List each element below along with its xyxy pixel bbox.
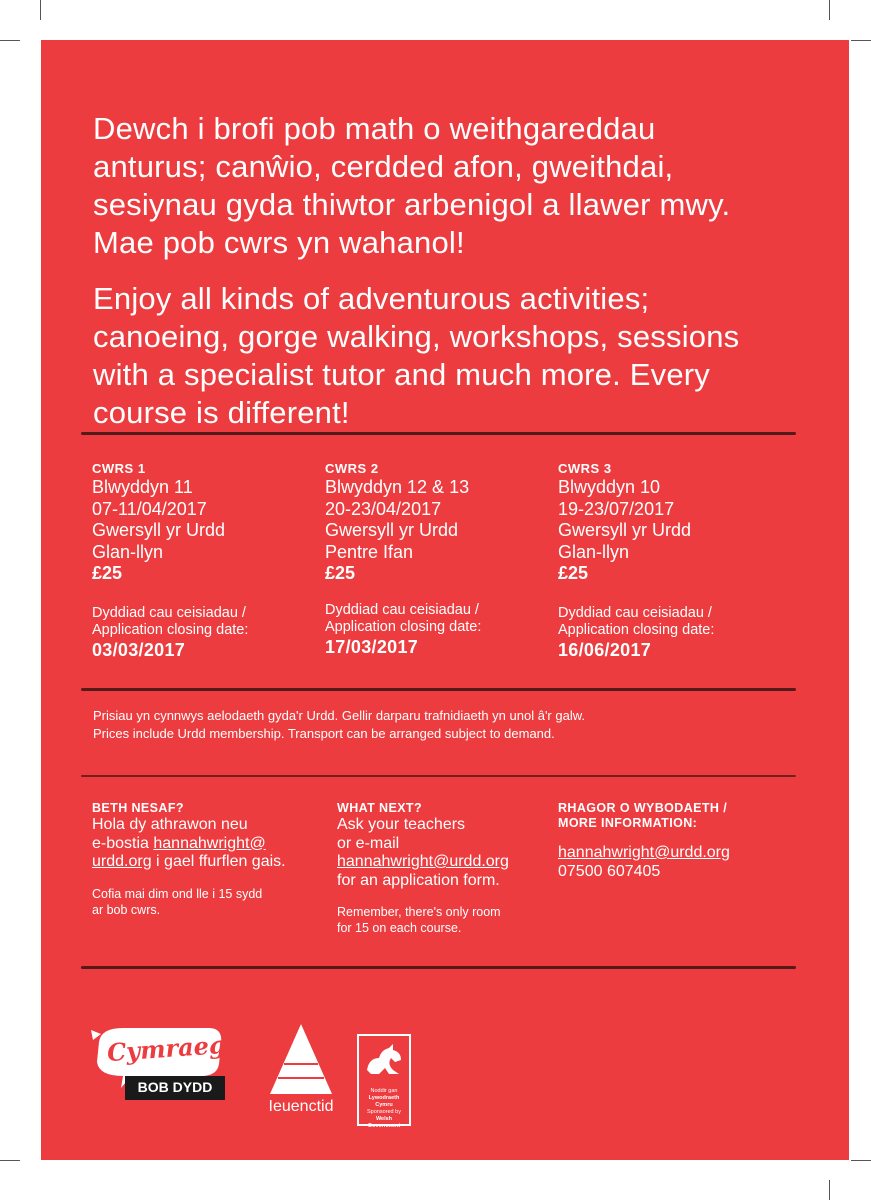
more-info-body [558, 844, 798, 881]
divider [81, 775, 796, 777]
gov-line: Sponsored by [367, 1109, 401, 1115]
cymraeg-bob-dydd-logo [91, 1020, 231, 1110]
beth-nesaf-text: i gael ffurflen gais. [151, 853, 286, 870]
closing-label [92, 605, 322, 639]
course-price: £25 [558, 563, 589, 583]
ieuenctid-text: Ieuenctid [268, 1098, 334, 1115]
beth-nesaf-line [92, 835, 332, 854]
course-location: Glan-llyn [92, 541, 164, 562]
what-next-line: for an application form. [337, 871, 500, 889]
what-next-note [337, 904, 557, 936]
poster [41, 40, 849, 1160]
what-next-line: Ask your teachers [337, 816, 466, 833]
course-year: Blwyddyn 11 [92, 477, 193, 497]
more-information [558, 801, 798, 881]
email-link[interactable]: urdd.org [92, 853, 152, 870]
closing-label-welsh: Dyddiad cau ceisiadau / [558, 604, 712, 621]
course-venue: Gwersyll yr Urdd [325, 520, 459, 540]
crop-mark [851, 40, 871, 41]
course-price: £25 [92, 563, 123, 583]
beth-nesaf-note [92, 886, 332, 918]
what-next-note-line: for 15 on each course. [337, 921, 462, 935]
course-2 [325, 461, 555, 658]
email-link[interactable]: hannahwright@ [153, 834, 266, 852]
course-year: Blwyddyn 10 [558, 477, 661, 497]
course-price: £25 [325, 563, 356, 583]
course-dates: 07-11/04/2017 [92, 498, 207, 519]
more-info-heading-welsh: RHAGOR O WYBODAETH / [558, 801, 728, 815]
beth-nesaf-heading: BETH NESAF? [92, 801, 184, 815]
what-next-body [337, 816, 557, 890]
crop-mark [829, 0, 830, 20]
intro-welsh [93, 110, 753, 262]
closing-label-english: Application closing date: [325, 618, 482, 635]
triangle-icon [266, 1020, 336, 1098]
email-link[interactable]: hannahwright@urdd.org [337, 853, 509, 870]
divider [81, 688, 796, 691]
intro-welsh-text: Dewch i brofi pob math o weithgareddau anturus; canŵio, cerdded afon, gweithdai, sesiynau gyda thiwtor arbenigol a llawer mwy. Mae pob cwrs yn wahanol! [93, 111, 731, 260]
course-heading: CWRS 1 [92, 461, 146, 476]
course-year: Blwyddyn 12 & 13 [325, 477, 470, 497]
course-heading: CWRS 3 [558, 461, 612, 476]
beth-nesaf [92, 801, 332, 918]
closing-label [558, 605, 788, 639]
course-dates: 19-23/07/2017 [558, 498, 675, 519]
closing-label-welsh: Dyddiad cau ceisiadau / [92, 604, 246, 621]
course-location: Pentre Ifan [325, 541, 414, 562]
more-info-heading-english: MORE INFORMATION: [558, 816, 698, 830]
divider [81, 432, 796, 435]
intro-english-text: Enjoy all kinds of adventurous activities; canoeing, gorge walking, workshops, sessions with a specialist tutor and much more. Every course is different! [93, 281, 740, 430]
beth-nesaf-text: e-bostia [92, 834, 154, 852]
crop-mark [851, 1160, 871, 1161]
what-next-heading: WHAT NEXT? [337, 801, 423, 815]
course-3 [558, 461, 788, 661]
course-venue: Gwersyll yr Urdd [558, 520, 692, 540]
cymraeg-text: Cymraeg [106, 1029, 227, 1068]
gov-line: Lywodraeth Cymru [368, 1095, 400, 1108]
price-note [93, 707, 713, 743]
closing-date: 03/03/2017 [92, 639, 186, 660]
closing-label [325, 602, 555, 636]
ieuenctid-logo [266, 1020, 336, 1120]
course-dates: 20-23/04/2017 [325, 498, 442, 519]
what-next-line: or e-mail [337, 834, 400, 852]
closing-label-english: Application closing date: [558, 621, 715, 638]
gov-text [361, 1088, 407, 1130]
intro-english [93, 280, 753, 432]
closing-label-english: Application closing date: [92, 621, 249, 638]
price-note-welsh: Prisiau yn cynnwys aelodaeth gyda'r Urdd. Gellir darparu trafnidiaeth yn unol â'r galw. [93, 708, 586, 723]
crop-mark [0, 40, 20, 41]
what-next-note-line: Remember, there's only room [337, 905, 501, 919]
closing-date: 16/06/2017 [558, 639, 652, 660]
divider [81, 966, 796, 969]
what-next [337, 801, 557, 936]
course-heading: CWRS 2 [325, 461, 379, 476]
course-1 [92, 461, 322, 661]
price-note-english: Prices include Urdd membership. Transport can be arranged subject to demand. [93, 726, 555, 741]
closing-date: 17/03/2017 [325, 636, 419, 657]
welsh-government-logo [357, 1034, 411, 1129]
crop-mark [40, 0, 41, 20]
course-venue: Gwersyll yr Urdd [92, 520, 226, 540]
dragon-icon [359, 1040, 409, 1084]
phone-number: 07500 607405 [558, 862, 661, 880]
closing-label-welsh: Dyddiad cau ceisiadau / [325, 601, 479, 618]
crop-mark [829, 1180, 830, 1200]
bob-dydd-text: BOB DYDD [137, 1079, 213, 1095]
beth-nesaf-note-line: ar bob cwrs. [92, 902, 161, 917]
email-link[interactable]: hannahwright@urdd.org [558, 844, 730, 861]
beth-nesaf-line: Hola dy athrawon neu [92, 816, 248, 833]
crop-mark [0, 1160, 20, 1161]
more-info-heading [558, 801, 798, 831]
course-location: Glan-llyn [558, 541, 630, 562]
gov-line: Welsh Government [367, 1116, 401, 1129]
beth-nesaf-line [92, 853, 332, 872]
beth-nesaf-body [92, 816, 332, 872]
gov-line: Noddir gan [370, 1088, 398, 1094]
beth-nesaf-note-line: Cofia mai dim ond lle i 15 sydd [92, 886, 263, 901]
